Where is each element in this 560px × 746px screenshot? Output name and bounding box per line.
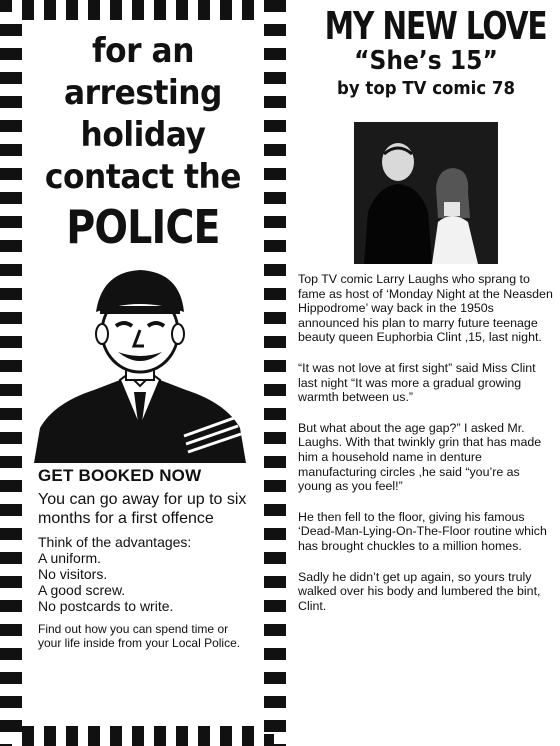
advert-paragraph-2 (38, 534, 254, 614)
advert-copy (38, 466, 254, 650)
advert-content (30, 30, 256, 716)
article-paragraph: Sadly he didn’t get up again, so yours truly walked over his body and lumbered the bint, Clint. (298, 569, 541, 613)
headline-line-3: holiday (80, 115, 206, 155)
article-body (298, 272, 554, 629)
headline-line-1: for an (91, 31, 195, 71)
headline-line-4: contact the (44, 157, 242, 197)
headline-line-2: arresting (63, 73, 222, 113)
checker-border-left (0, 0, 12, 746)
couple-photo (354, 122, 498, 264)
news-article (296, 0, 556, 746)
checker-border-bottom (0, 726, 286, 746)
checker-border-left-inner (12, 12, 22, 734)
advert-list-line: A uniform. (38, 550, 102, 566)
article-quote: “She’s 15” (354, 46, 498, 76)
advert-paragraph-1: You can go away for up to six months for a first offence (38, 491, 247, 527)
get-booked-heading: GET BOOKED NOW (38, 466, 202, 485)
checker-border-top (0, 0, 286, 20)
article-paragraph: But what about the age gap?” I asked Mr. Laughs. With that twinkly grin that has made him a household name in denture manufacturing circles ,he said “you’re as young as you feel!” (298, 420, 542, 494)
article-title: MY NEW LOVE (324, 4, 547, 48)
advert-paragraph-3: Find out how you can spend time or your life inside from your Local Police. (38, 622, 241, 650)
article-paragraph: “It was not love at first sight” said Miss Clint last night “It was more a gradual growing warmth between us.” (298, 360, 536, 405)
headline-police: POLICE (66, 200, 220, 254)
advert-list-line: No visitors. (38, 566, 108, 582)
advert-list-line: Think of the advantages: (38, 534, 192, 550)
police-officer-illustration (34, 268, 246, 463)
checker-border-right-inner (264, 12, 274, 734)
advert-list-line: No postcards to write. (38, 598, 174, 614)
advert-list-line: A good screw. (38, 582, 126, 598)
article-paragraph: He then fell to the floor, giving his famous ‘Dead-Man-Lying-On-The-Floor routine which has brought chuckles to a million homes. (298, 509, 547, 553)
article-byline: by top TV comic 78 (337, 78, 515, 99)
article-paragraph: Top TV comic Larry Laughs who sprang to fame as host of ‘Monday Night at the Neasden Hippodrome’ way back in the 1950s announced his plan to marry future teenage beauty queen Euphorbia Clint ,15, last night. (298, 272, 553, 345)
checker-border-right (274, 0, 286, 746)
